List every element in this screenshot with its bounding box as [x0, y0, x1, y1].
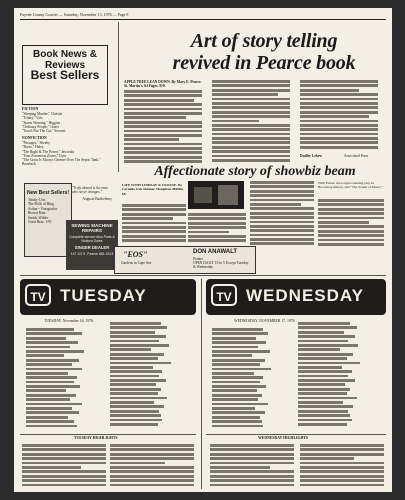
sewing-phone: 147 1/2 S. Pearce 881-1513 [70, 252, 114, 256]
article2-lead: LIFE WITH LINDSAY & CROUSE. By Cornelia Otis Skinner. Houghton Mifflin. $8. [122, 183, 184, 196]
highlights-rule-wed [206, 434, 386, 435]
tuesday-highlights-col1 [22, 444, 106, 488]
list-item: Trinity-Uris [28, 198, 46, 202]
tv-tuesday-day: TUESDAY [60, 286, 147, 305]
sewing-sub: Complete service Also Parts & Notions Sales [69, 235, 115, 243]
article-column-2 [212, 80, 290, 163]
article-lead: APPLE TREE LEAN DOWN. By Mary E. Pearce. St. Martin's. 64 Pages. $10. [124, 80, 202, 89]
list-item: "The Right & The Power," Jaworski [22, 149, 75, 154]
article2-with-father: With Father, the longest running play in Broadway history, and "The Sound of Music." [318, 181, 383, 190]
potter-name: DON ANAWALT [193, 249, 237, 255]
article-headline [144, 30, 384, 74]
list-item: Great Braz. 1/91 [28, 220, 52, 225]
list-item: "Your Erroneous Zones," Dyer [22, 153, 67, 158]
book-news-box [22, 45, 108, 105]
wednesday-highlights-col2 [300, 444, 384, 488]
article-byline: Dudley Lehew [300, 154, 323, 158]
nonfiction-label: NONFICTION [22, 136, 47, 140]
shop-name: "EOS" [123, 250, 148, 259]
headline-line-1: Art of story telling [190, 30, 338, 52]
quote-text: "Truly absurd is the man who never changes." [72, 186, 108, 195]
tuesday-highlights-col2 [110, 444, 194, 488]
tv-icon: TV [211, 284, 237, 306]
tv-wednesday-listings-col2 [298, 322, 382, 427]
article2-headline: Affectionate story of showbiz beam [154, 164, 356, 179]
headline-line-2: revived in Pearce book [172, 52, 356, 74]
book-news-title: Book News & Reviews [33, 49, 97, 71]
list-item: "Ordinary People," Guest [22, 124, 59, 129]
sewing-brand: SINGER DEALER [74, 245, 110, 250]
list-item: Smith, Wilder [28, 215, 49, 220]
sewing-ad [66, 220, 118, 270]
list-item: "Sleeping Murder," Christie [22, 112, 63, 116]
tv-tuesday-banner [20, 279, 196, 315]
fiction-label: FICTION [22, 107, 39, 111]
tuesday-date: TUESDAY, November 16, 1976 [44, 319, 94, 323]
list-item: "Passages," Sheehy [22, 141, 51, 145]
quote [72, 186, 112, 201]
article-column-1 [124, 90, 202, 165]
tv-tuesday-listings-col2 [110, 322, 192, 427]
article-column-3 [300, 80, 378, 150]
photo [188, 181, 244, 209]
tv-column-rule [201, 279, 202, 489]
article-credit: Associated Press [344, 154, 369, 158]
tuesday-highlights-label: TUESDAY HIGHLIGHTS [74, 436, 118, 440]
article2-column-4 [318, 199, 384, 247]
column-rule [118, 22, 119, 172]
list-item: "Trinity," Uris [22, 116, 43, 121]
tv-tuesday-listings-col1 [26, 328, 106, 429]
masthead [20, 10, 386, 20]
section-rule [20, 275, 386, 276]
masthead-left: Fayette County Courier — Saturday, November 13, 1976 — Page 9 [20, 12, 129, 17]
article2-column-1 [122, 204, 186, 244]
list-item: Brown Rain [28, 211, 46, 216]
list-item: "Roots," Haley [22, 145, 44, 150]
article2-column-3 [250, 181, 314, 247]
list-item: Arthur - Vinogradov [28, 206, 58, 211]
sewing-title: SEWING MACHINE REPAIRS [71, 223, 113, 233]
article2-column-2 [188, 213, 246, 244]
promo-title: New Best Sellers! [27, 190, 69, 196]
best-sellers-title: Best Sellers [30, 68, 100, 82]
hours-text: OPEN DAILY 10 to 5 Except Tuesday & Wednesday [193, 261, 249, 270]
highlights-rule-tue [20, 434, 196, 435]
wednesday-highlights-col1 [210, 444, 294, 488]
bookshop-ad [24, 183, 72, 257]
tv-wednesday-banner [206, 279, 386, 315]
fiction-list [22, 112, 114, 133]
tv-wednesday-listings-col1 [212, 328, 292, 429]
newspaper-page [14, 8, 392, 492]
quote-attribution: Auguste Barthelemy [82, 196, 112, 201]
list-item: The Rolls of Ring [28, 202, 54, 207]
potter-hours [193, 257, 251, 270]
nonfiction-list [22, 141, 114, 167]
tv-icon: TV [25, 284, 51, 306]
list-item: "Touch Not The Cat," Stewart [22, 129, 66, 134]
list-item: "Storm Warning," Higgins [22, 120, 61, 125]
pottery-ad [114, 246, 256, 274]
list-item: "The Grass Is Always Greener Over The Septic Tank," Bombeck [22, 158, 101, 167]
wednesday-date: WEDNESDAY, NOVEMBER 17, 1976 [234, 319, 295, 323]
tv-wednesday-day: WEDNESDAY [246, 286, 364, 305]
shop-sub: Gardens in Cape Ave [121, 261, 152, 265]
wednesday-highlights-label: WEDNESDAY HIGHLIGHTS [258, 436, 309, 440]
potter-sub: Potters [193, 257, 203, 261]
